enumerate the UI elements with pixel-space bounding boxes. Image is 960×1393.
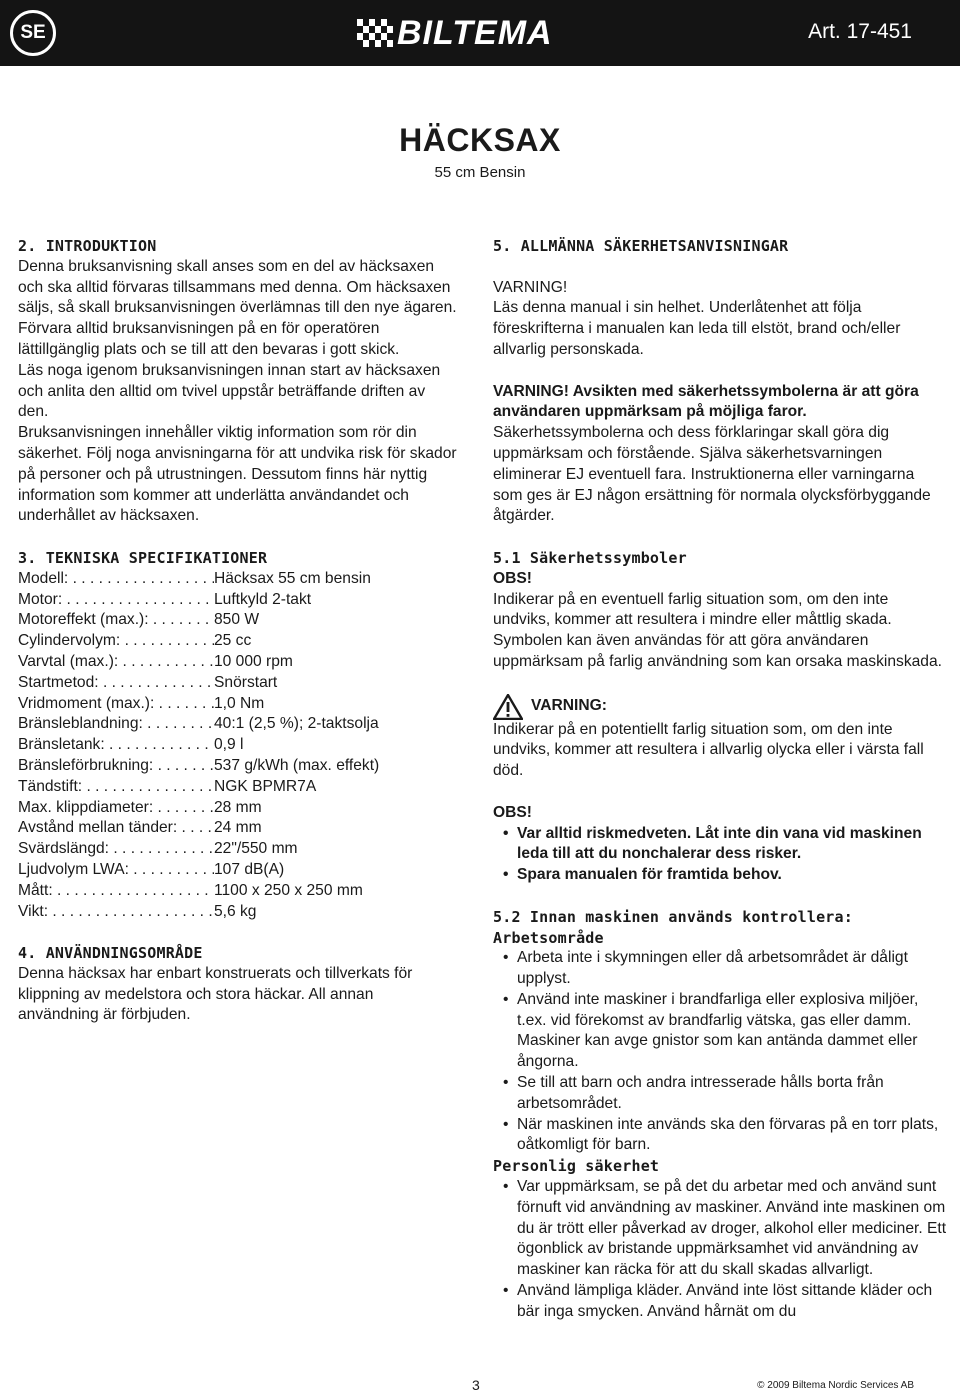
spec-label: Max. klippdiameter: . . . <box>18 798 214 819</box>
safety-heading: 5. ALLMÄNNA SÄKERHETSANVISNINGAR <box>493 237 789 255</box>
list-item: • Spara manualen för framtida behov. <box>517 865 948 886</box>
article-number: Art. 17-451 <box>808 20 912 43</box>
spec-row <box>18 798 458 819</box>
spec-label: Varvtal (max.): . . . <box>18 652 214 673</box>
spec-value: 107 dB(A) <box>214 860 285 878</box>
spec-label: Ljudvolym LWA: . . . <box>18 860 214 881</box>
warning-triangle-icon <box>493 694 523 720</box>
spec-label: Motor: . . . <box>18 590 214 611</box>
list-item: • När maskinen inte används ska den förvaras på en torr plats, oåtkomligt för barn. <box>517 1115 948 1157</box>
spec-row <box>18 652 458 673</box>
intro-paragraph-2: Läs noga igenom bruksanvisningen innan start av häcksaxen och anlita den alltid om tvivel uppstår beträffande driften av den. <box>18 361 441 421</box>
list-item: • Se till att barn och andra intresserade hålls borta från arbetsområdet. <box>517 1073 948 1115</box>
varning-row <box>493 694 948 720</box>
spec-value: 28 mm <box>214 798 262 816</box>
spec-row <box>18 569 458 590</box>
logo-wordmark: BILTEMA <box>397 14 553 52</box>
spec-label: Avstånd mellan tänder: . . . <box>18 818 214 839</box>
list-item: • Arbeta inte i skymningen eller då arbetsområdet är dåligt upplyst. <box>517 948 948 990</box>
personal-safety-heading: Personlig säkerhet <box>493 1157 660 1176</box>
work-area-heading: Arbetsområde <box>493 928 604 947</box>
document-title: HÄCKSAX <box>399 122 561 158</box>
spec-row <box>18 590 458 611</box>
work-area-list <box>493 948 948 1156</box>
usage-heading: 4. ANVÄNDNINGSOMRÅDE <box>18 944 203 963</box>
spec-row <box>18 902 458 923</box>
before-use-heading: 5.2 Innan maskinen används kontrollera: <box>493 907 853 926</box>
spec-value: 10 000 rpm <box>214 652 293 670</box>
varning-label: VARNING: <box>531 697 607 715</box>
usage-paragraph: Denna häcksax har enbart konstruerats och tillverkats för klippning av medelstora och stora häckar. All annan användning är förbjuden. <box>18 964 413 1024</box>
spec-row <box>18 735 458 756</box>
spec-value: 22"/550 mm <box>214 840 298 858</box>
spec-label: Startmetod: . . . <box>18 673 214 694</box>
spec-row <box>18 694 458 715</box>
spec-value: 24 mm <box>214 819 262 837</box>
spec-row <box>18 881 458 902</box>
warning-text-2: Säkerhetssymbolerna och dess förklaringar skall göra dig uppmärksam och förstående. Själva säkerhetsvarningen eliminerar EJ eventuell fara. Instruktionerna eller varningarna som ges är EJ någon ersättning för normala olycksförbyggande åtgärder. <box>493 424 931 525</box>
checkered-flag-icon <box>357 19 393 47</box>
personal-safety-list <box>493 1177 948 1323</box>
spec-value: 5,6 kg <box>214 902 257 920</box>
spec-value: 40:1 (2,5 %); 2-taktsolja <box>214 715 379 733</box>
right-column <box>493 236 948 1323</box>
spec-value: 25 cc <box>214 632 252 650</box>
obs2-label: OBS! <box>493 803 532 821</box>
intro-paragraph-1: Denna bruksanvisning skall anses som en del av häcksaxen och ska alltid förvaras tillsammans med denna. Om häcksaxen säljs, så skall bruksanvisningen överlämnas till den nye ägaren. Förvara alltid bruksanvisningen på en för operatören lättillgänglig plats och se till att den bevaras i gott skick. <box>18 257 457 358</box>
left-column <box>18 236 458 1026</box>
page-number: 3 <box>472 1377 480 1393</box>
spec-value: 1100 x 250 x 250 mm <box>214 881 363 899</box>
spec-row <box>18 818 458 839</box>
list-item: • Använd lämpliga kläder. Använd inte löst sittande kläder och bär inga smycken. Använd hårnät om du <box>517 1281 948 1323</box>
spec-value: 1,0 Nm <box>214 694 265 712</box>
spec-label: Bränsletank: . . . <box>18 735 214 756</box>
spec-label: Mått: . . . <box>18 881 214 902</box>
spec-value: 850 W <box>214 611 260 629</box>
warning-label-1: VARNING! <box>493 278 568 296</box>
spec-value: Snörstart <box>214 673 278 691</box>
spec-row <box>18 756 458 777</box>
spec-row <box>18 839 458 860</box>
obs2-list <box>493 824 948 886</box>
varning-text: Indikerar på en potentiellt farlig situation som, om den inte undviks, kommer att resultera i allvarlig olycka eller i värsta fall död. <box>493 720 924 780</box>
spec-value: 537 g/kWh (max. effekt) <box>214 756 380 774</box>
list-item: • Var alltid riskmedveten. Låt inte din vana vid maskinen leda till att du nonchalerar dess risker. <box>517 824 948 866</box>
spec-value: 0,9 l <box>214 736 244 754</box>
language-badge: SE <box>10 10 56 56</box>
spec-row <box>18 860 458 881</box>
spec-row <box>18 631 458 652</box>
document-subtitle: 55 cm Bensin <box>434 164 526 181</box>
spec-label: Cylindervolym: . . . <box>18 631 214 652</box>
spec-row <box>18 714 458 735</box>
symbols-heading: 5.1 Säkerhetssymboler <box>493 548 687 567</box>
spec-row <box>18 673 458 694</box>
spec-value: Luftkyld 2-takt <box>214 590 312 608</box>
spec-label: Bränsleblandning: . . . <box>18 714 214 735</box>
spec-label: Vridmoment (max.): . . . <box>18 694 214 715</box>
biltema-logo <box>357 14 553 52</box>
obs-text: Indikerar på en eventuell farlig situation som, om den inte undviks, kommer att resultera i mindre eller måttlig skada. Symbolen kan även användas för att göra användaren uppmärksam på farlig användning som kan orsaka maskinskada. <box>493 590 942 670</box>
intro-heading: 2. INTRODUKTION <box>18 237 157 255</box>
spec-label: Svärdslängd: . . . <box>18 839 214 860</box>
intro-paragraph-3: Bruksanvisningen innehåller viktig information som rör din säkerhet. Följ noga anvisningarna för att undvika risk för skador på personer och på utrustningen. Dessutom finns här nyttig information som kommer att underlätta användandet och underhållet av häcksaxen. <box>18 424 457 525</box>
spec-row <box>18 610 458 631</box>
warning-text-1: Läs denna manual i sin helhet. Underlåtenhet att följa föreskrifterna i manualen kan leda till elstöt, brand och/eller allvarlig personskada. <box>493 299 901 358</box>
spec-label: Bränsleförbrukning: . . . <box>18 756 214 777</box>
spec-label: Modell: . . . <box>18 569 214 590</box>
spec-label: Vikt: . . . <box>18 902 214 923</box>
spec-label: Tändstift: . . . <box>18 777 214 798</box>
obs-label: OBS! <box>493 569 532 587</box>
warning-symbols-intro: VARNING! Avsikten med säkerhetssymbolerna är att göra användaren uppmärksam på möjliga faror. <box>493 382 919 421</box>
spec-label: Motoreffekt (max.): . . . <box>18 610 214 631</box>
header-bar <box>0 0 960 66</box>
copyright: © 2009 Biltema Nordic Services AB <box>757 1380 914 1391</box>
spec-value: NGK BPMR7A <box>214 777 317 795</box>
spec-row <box>18 777 458 798</box>
list-item: • Använd inte maskiner i brandfarliga eller explosiva miljöer, t.ex. vid förekomst av brandfarlig vätska, gas eller damm. Maskiner kan avge gnistor som kan antända dammet eller ångorna. <box>517 990 948 1073</box>
list-item: • Var uppmärksam, se på det du arbetar med och använd sunt förnuft vid användning av maskiner. Använd inte maskinen om du är trött eller påverkad av droger, alkohol eller mediciner. Ett ögonblick av bristande uppmärksamhet vid användning av maskiner kan räcka för att du skall skadas allvarligt. <box>517 1177 948 1281</box>
spec-list <box>18 569 458 923</box>
specs-heading: 3. TEKNISKA SPECIFIKATIONER <box>18 548 268 567</box>
spec-value: Häcksax 55 cm bensin <box>214 569 371 587</box>
